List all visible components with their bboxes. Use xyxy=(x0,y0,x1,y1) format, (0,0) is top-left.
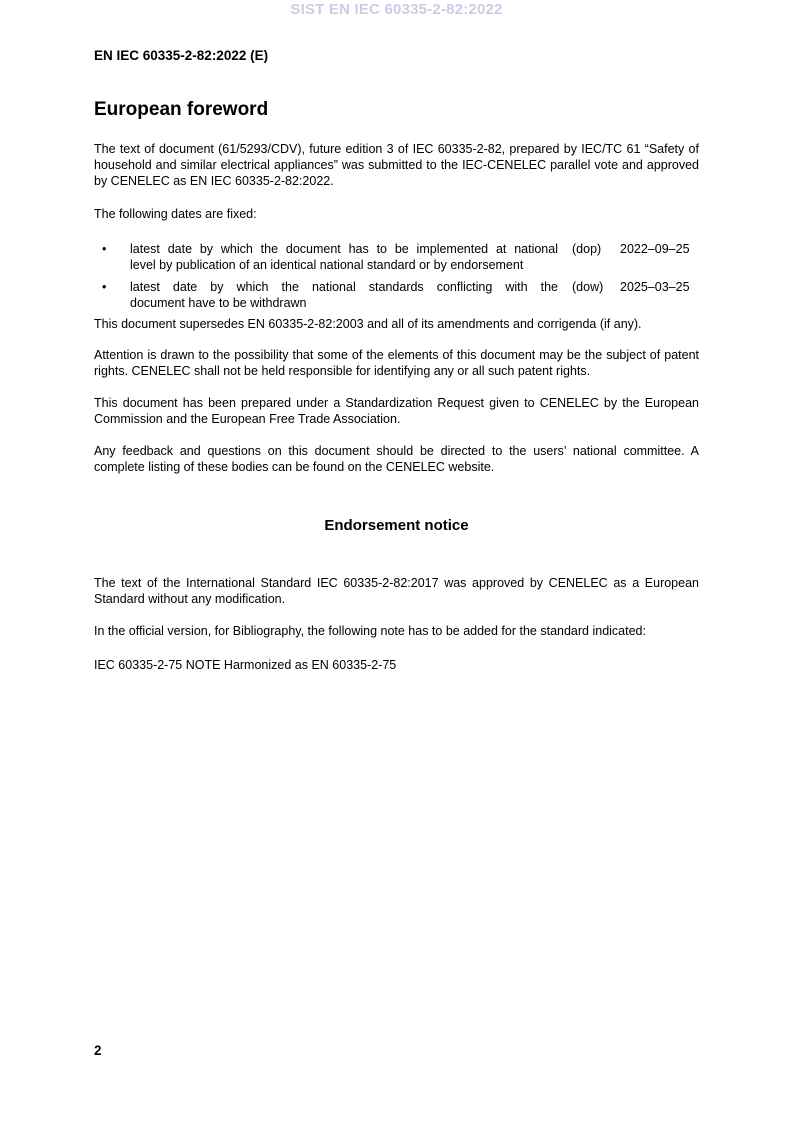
date-code: (dop) xyxy=(572,242,602,256)
date-value: 2025–03–25 xyxy=(620,280,690,294)
bibliography-note: IEC 60335-2-75 NOTE Harmonized as EN 60335-2-75 xyxy=(94,658,397,672)
date-description: latest date by which the document has to be implemented at national level by publication of an identical national standard or by endorsement xyxy=(130,242,558,273)
bibliography-intro: In the official version, for Bibliography, the following note has to be added for the standard indicated: xyxy=(94,624,646,638)
watermark: SIST EN IEC 60335-2-82:2022 xyxy=(290,1,503,18)
document-id: EN IEC 60335-2-82:2022 (E) xyxy=(94,48,269,63)
intro-paragraph: The text of document (61/5293/CDV), future edition 3 of IEC 60335-2-82, prepared by IEC/TC 61 “Safety of household and similar electrical appliances” was submitted to the IEC-CENELEC parallel vote and approved by CENELEC as EN IEC 60335-2-82:2022. xyxy=(94,142,699,189)
page-title: European foreword xyxy=(94,99,269,120)
bullet-icon: • xyxy=(102,242,107,256)
date-description: latest date by which the national standards conflicting with the document have to be withdrawn xyxy=(130,280,558,311)
patent-paragraph: Attention is drawn to the possibility that some of the elements of this document may be the subject of patent rights. CENELEC shall not be held responsible for identifying any or all such patent rights. xyxy=(94,348,699,379)
date-value: 2022–09–25 xyxy=(620,242,690,256)
endorsement-heading: Endorsement notice xyxy=(324,517,469,534)
mandate-paragraph: This document has been prepared under a Standardization Request given to CENELEC by the European Commission and the European Free Trade Association. xyxy=(94,396,699,427)
bullet-icon: • xyxy=(102,280,107,294)
feedback-paragraph: Any feedback and questions on this document should be directed to the users’ national committee. A complete listing of these bodies can be found on the CENELEC website. xyxy=(94,444,699,475)
supersedes-paragraph: This document supersedes EN 60335-2-82:2003 and all of its amendments and corrigenda (if any). xyxy=(94,317,642,331)
date-code: (dow) xyxy=(572,280,604,294)
page-number: 2 xyxy=(94,1043,102,1058)
dates-intro: The following dates are fixed: xyxy=(94,207,257,221)
endorsement-paragraph: The text of the International Standard IEC 60335-2-82:2017 was approved by CENELEC as a European Standard without any modification. xyxy=(94,576,699,607)
